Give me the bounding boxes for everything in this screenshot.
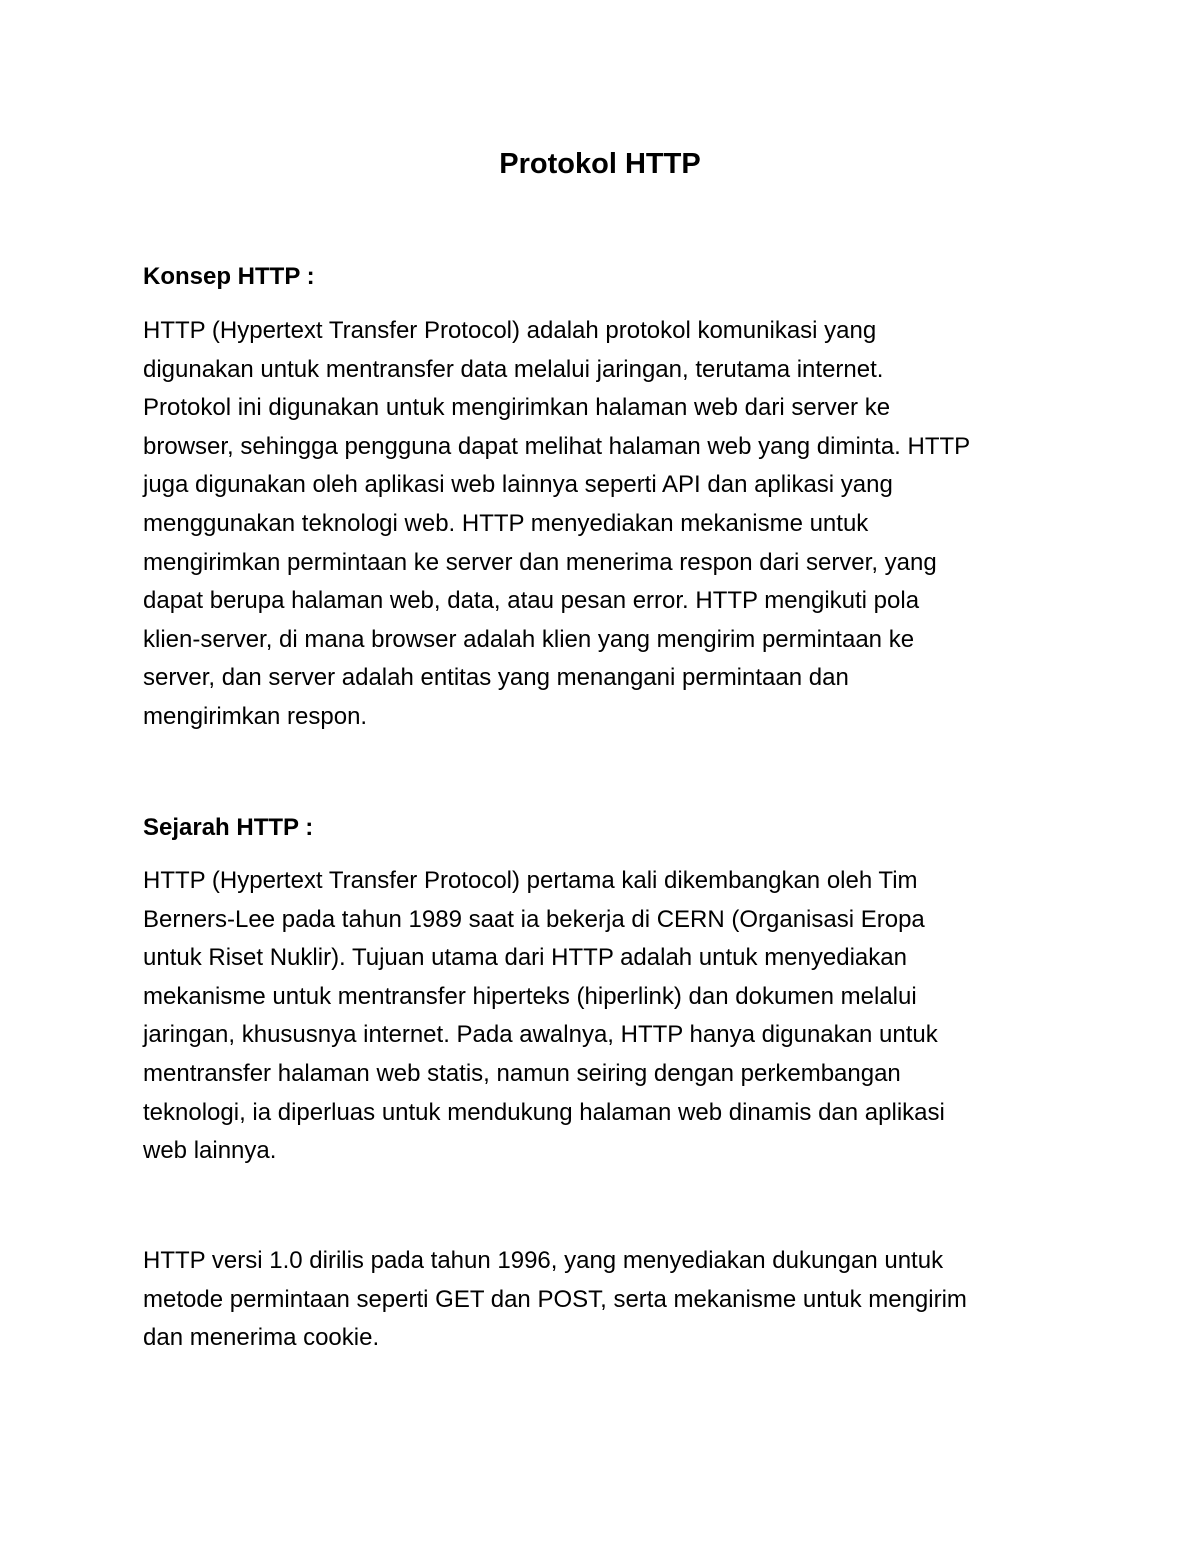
text-line: Protokol ini digunakan untuk mengirimkan halaman web dari server ke bbox=[143, 394, 891, 422]
text-line: metode permintaan seperti GET dan POST, serta mekanisme untuk mengirim bbox=[143, 1285, 967, 1313]
text-line: mentransfer halaman web statis, namun seiring dengan perkembangan bbox=[143, 1059, 901, 1087]
text-line: HTTP versi 1.0 dirilis pada tahun 1996, yang menyediakan dukungan untuk bbox=[143, 1247, 944, 1274]
text-line: mengirimkan permintaan ke server dan menerima respon dari server, yang bbox=[143, 548, 937, 576]
page-title: Protokol HTTP bbox=[499, 148, 701, 180]
text-line: dapat berupa halaman web, data, atau pesan error. HTTP mengikuti pola bbox=[143, 587, 920, 615]
text-line: digunakan untuk mentransfer data melalui jaringan, terutama internet. bbox=[143, 355, 884, 383]
text-line: juga digunakan oleh aplikasi web lainnya seperti API dan aplikasi yang bbox=[143, 471, 893, 499]
paragraph-konsep bbox=[143, 312, 1073, 737]
text-line: web lainnya. bbox=[143, 1137, 277, 1165]
text-line: untuk Riset Nuklir). Tujuan utama dari HTTP adalah untuk menyediakan bbox=[143, 944, 907, 972]
text-line: HTTP (Hypertext Transfer Protocol) pertama kali dikembangkan oleh Tim bbox=[143, 867, 918, 894]
text-line: klien-server, di mana browser adalah klien yang mengirim permintaan ke bbox=[143, 625, 915, 653]
text-line: jaringan, khususnya internet. Pada awalnya, HTTP hanya digunakan untuk bbox=[143, 1021, 938, 1049]
text-line: teknologi, ia diperluas untuk mendukung halaman web dinamis dan aplikasi bbox=[143, 1098, 945, 1126]
paragraph-versi bbox=[143, 1242, 1073, 1358]
paragraph-sejarah bbox=[143, 862, 1073, 1171]
section-heading-sejarah: Sejarah HTTP : bbox=[143, 814, 314, 841]
text-line: browser, sehingga pengguna dapat melihat halaman web yang diminta. HTTP bbox=[143, 432, 971, 460]
text-line: menggunakan teknologi web. HTTP menyediakan mekanisme untuk bbox=[143, 509, 869, 537]
text-line: Berners-Lee pada tahun 1989 saat ia bekerja di CERN (Organisasi Eropa bbox=[143, 905, 925, 933]
text-line: server, dan server adalah entitas yang menangani permintaan dan bbox=[143, 664, 849, 692]
text-line: dan menerima cookie. bbox=[143, 1324, 380, 1352]
text-line: mengirimkan respon. bbox=[143, 702, 368, 730]
section-heading-konsep: Konsep HTTP : bbox=[143, 263, 315, 290]
text-line: mekanisme untuk mentransfer hiperteks (hiperlink) dan dokumen melalui bbox=[143, 982, 917, 1010]
text-line: HTTP (Hypertext Transfer Protocol) adalah protokol komunikasi yang bbox=[143, 317, 877, 344]
